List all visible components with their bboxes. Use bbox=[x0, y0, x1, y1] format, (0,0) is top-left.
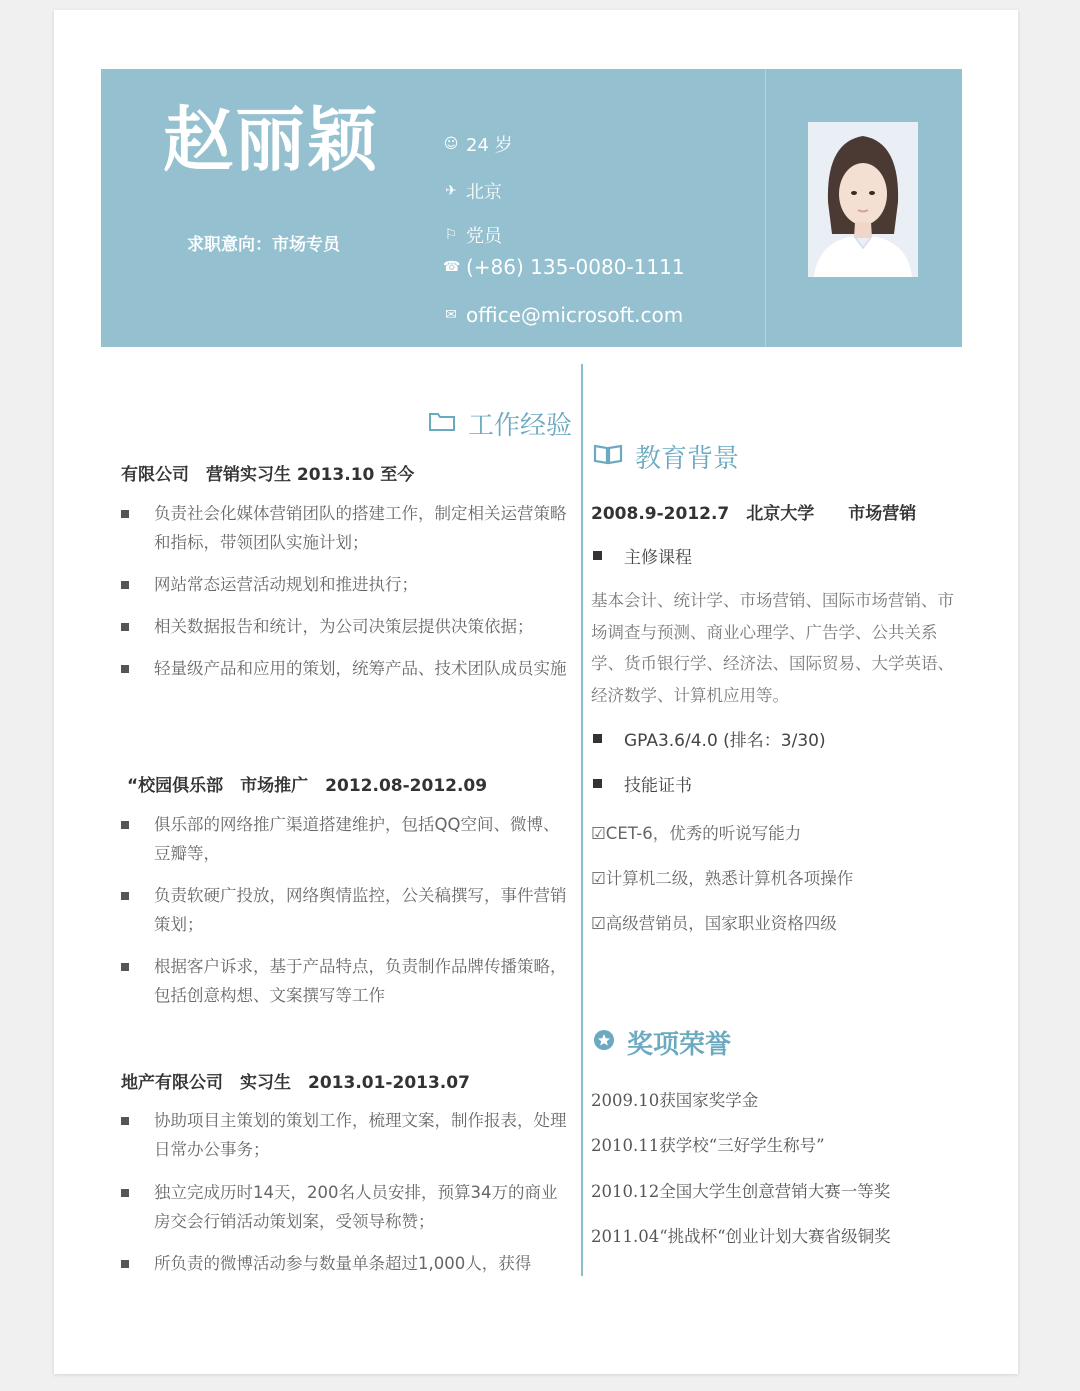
gpa-row: GPA3.6/4.0 (排名：3/30) bbox=[593, 726, 826, 751]
phone-text: (+86) 135-0080-1111 bbox=[466, 255, 685, 279]
politics-text: 党员 bbox=[466, 226, 502, 247]
profile-photo bbox=[808, 122, 918, 277]
job3-bullet-2: 独立完成历时14天，200名人员安排，预算34万的商业房交会行销活动策划案，受领导称赞； bbox=[121, 1178, 567, 1236]
job3-bullet-3: 所负责的微博活动参与数量单条超过1,000人，获得 bbox=[121, 1249, 567, 1278]
cert-item-2: ☑计算机二级，熟悉计算机各项操作 bbox=[591, 869, 854, 888]
job1-bullet-3: 相关数据报告和统计，为公司决策层提供决策依据； bbox=[121, 612, 567, 641]
job1-bullet-2: 网站常态运营活动规划和推进执行； bbox=[121, 570, 567, 599]
email-row bbox=[443, 303, 683, 327]
smile-icon: ☺ bbox=[443, 136, 459, 152]
book-icon bbox=[593, 442, 623, 472]
job3-bullet-1: 协助项目主策划的策划工作，梳理文案，制作报表，处理日常办公事务； bbox=[121, 1106, 567, 1164]
column-divider bbox=[581, 364, 583, 1276]
education-section-title bbox=[593, 438, 739, 475]
job-head-2: “校园俱乐部 市场推广 2012.08-2012.09 bbox=[127, 776, 488, 796]
awards-section-title bbox=[593, 1024, 731, 1061]
job2-bullet-1: 俱乐部的网络推广渠道搭建维护，包括QQ空间、微博、豆瓣等， bbox=[121, 810, 567, 868]
header-divider bbox=[765, 69, 766, 347]
job1-bullet-4: 轻量级产品和应用的策划，统筹产品、技术团队成员实施 bbox=[121, 654, 567, 683]
age-row bbox=[443, 131, 513, 157]
star-badge-icon bbox=[593, 1028, 615, 1058]
phone-row bbox=[443, 255, 685, 279]
job-intent: 求职意向：市场专员 bbox=[187, 235, 340, 255]
award-item-4: 2011.04“挑战杯“创业计划大赛省级铜奖 bbox=[591, 1227, 891, 1246]
email-text: office@microsoft.com bbox=[466, 303, 684, 327]
job-head-1: 有限公司 营销实习生 2013.10 至今 bbox=[121, 465, 415, 485]
award-item-1: 2009.10获国家奖学金 bbox=[591, 1091, 759, 1110]
award-item-3: 2010.12全国大学生创意营销大赛一等奖 bbox=[591, 1182, 891, 1201]
phone-icon: ☎ bbox=[443, 259, 461, 275]
city-row bbox=[443, 178, 502, 204]
work-section-title bbox=[428, 405, 572, 442]
city-text: 北京 bbox=[466, 182, 502, 203]
job2-bullet-2: 负责软硬广投放，网络舆情监控，公关稿撰写，事件营销策划； bbox=[121, 881, 567, 939]
courses-text: 基本会计、统计学、市场营销、国际市场营销、市场调查与预测、商业心理学、广告学、公共关系学、货币银行学、经济法、国际贸易、大学英语、经济数学、计算机应用等。 bbox=[591, 591, 954, 705]
age-text: 24 岁 bbox=[466, 135, 513, 156]
job-head-3: 地产有限公司 实习生 2013.01-2013.07 bbox=[121, 1073, 470, 1093]
politics-row bbox=[443, 222, 502, 248]
cert-item-3: ☑高级营销员，国家职业资格四级 bbox=[591, 914, 837, 933]
mail-icon: ✉ bbox=[445, 307, 457, 323]
work-title-text: 工作经验 bbox=[468, 411, 573, 441]
award-item-2: 2010.11获学校“三好学生称号” bbox=[591, 1136, 825, 1155]
courses-label: 主修课程 bbox=[593, 543, 692, 568]
portrait-drawing bbox=[808, 122, 918, 277]
job2-bullet-3: 根据客户诉求，基于产品特点，负责制作品牌传播策略，包括创意构想、文案撰写等工作 bbox=[121, 952, 567, 1010]
plane-icon: ✈ bbox=[445, 183, 457, 199]
folder-icon bbox=[428, 409, 456, 439]
flag-icon: ⚐ bbox=[444, 227, 458, 243]
education-title-text: 教育背景 bbox=[635, 444, 740, 474]
education-head: 2008.9-2012.7 北京大学 市场营销 bbox=[591, 504, 917, 524]
awards-title-text: 奖项荣誉 bbox=[627, 1030, 732, 1060]
cert-item-1: ☑CET-6，优秀的听说写能力 bbox=[591, 824, 802, 843]
cert-label: 技能证书 bbox=[593, 771, 692, 796]
candidate-name: 赵丽颖 bbox=[163, 99, 379, 181]
job1-bullet-1: 负责社会化媒体营销团队的搭建工作，制定相关运营策略和指标，带领团队实施计划； bbox=[121, 499, 567, 557]
